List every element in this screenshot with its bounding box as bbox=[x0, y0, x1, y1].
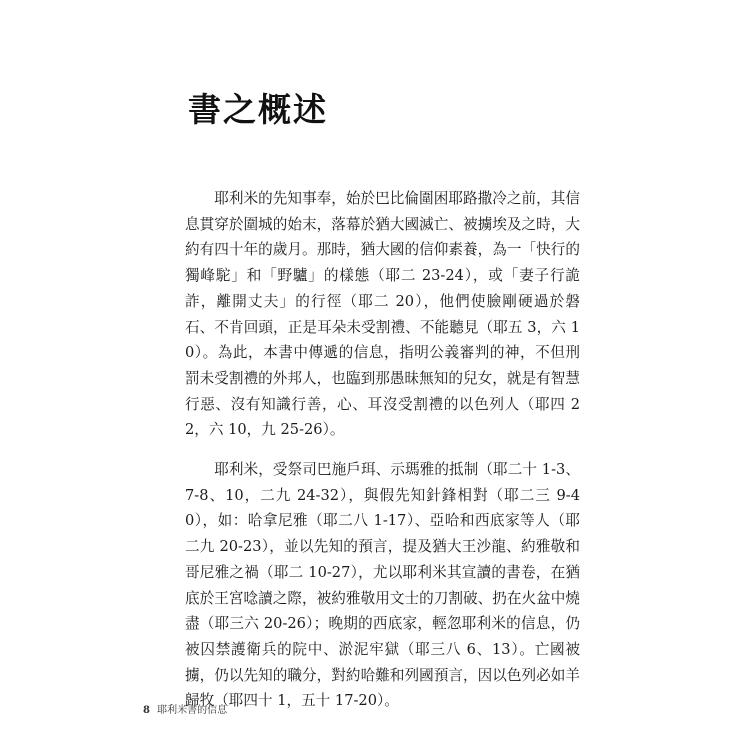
chapter-heading: 書之概述 bbox=[188, 90, 328, 129]
paragraph: 耶利米的先知事奉，始於巴比倫圍困耶路撒冷之前，其信息貫穿於圍城的始末，落幕於猶大國滅亡、被擄埃及之時，大約有四十年的歲月。那時，猶大國的信仰素養，為一「快行的獨峰駝」和「野驢」的樣態（耶二 23-24），或「妻子行詭詐，離開丈夫」的行徑（耶二 20），他們使臉剛硬過於磐石、不肯回頭，正是耳朵未受割禮、不能聽見（耶五 3，六 10）。為此，本書中傳遞的信息，指明公義審判的神，不但刑罰未受割禮的外邦人，也臨到那愚昧無知的兒女，就是有智慧行惡、沒有知識行善，心、耳沒受割禮的以色列人（耶四 22，六 10，九 25-26）。 bbox=[185, 190, 580, 439]
running-title: 耶利米書的信息 bbox=[157, 705, 228, 716]
paragraph: 耶利米，受祭司巴施戶珥、示瑪雅的抵制（耶二十 1-3、7-8、10，二九 24-32），與假先知針鋒相對（耶二三 9-40），如：哈拿尼雅（耶二八 1-17）、亞哈和西底家等人（耶二九 20-23），並以先知的預言，提及猶大王沙龍、約雅敬和哥尼雅之禍（耶二 10-27），尤以耶利米其宣讀的書卷，在猶底於王宮唸讀之際，被約雅敬用文士的刀割破、扔在火盆中燒盡（耶三六 20-26）；晚期的西底家，輕忽耶利米的信息，仍被囚禁護衛兵的院中、淤泥牢獄（耶三八 6、13）。亡國被擄，仍以先知的職分，對約哈難和列國預言，因以色列必如羊歸牧（耶四十 1，五十 17-20）。 bbox=[185, 461, 580, 710]
page-number: 8 bbox=[143, 705, 150, 716]
page-footer bbox=[143, 704, 227, 718]
body-text bbox=[185, 186, 580, 714]
